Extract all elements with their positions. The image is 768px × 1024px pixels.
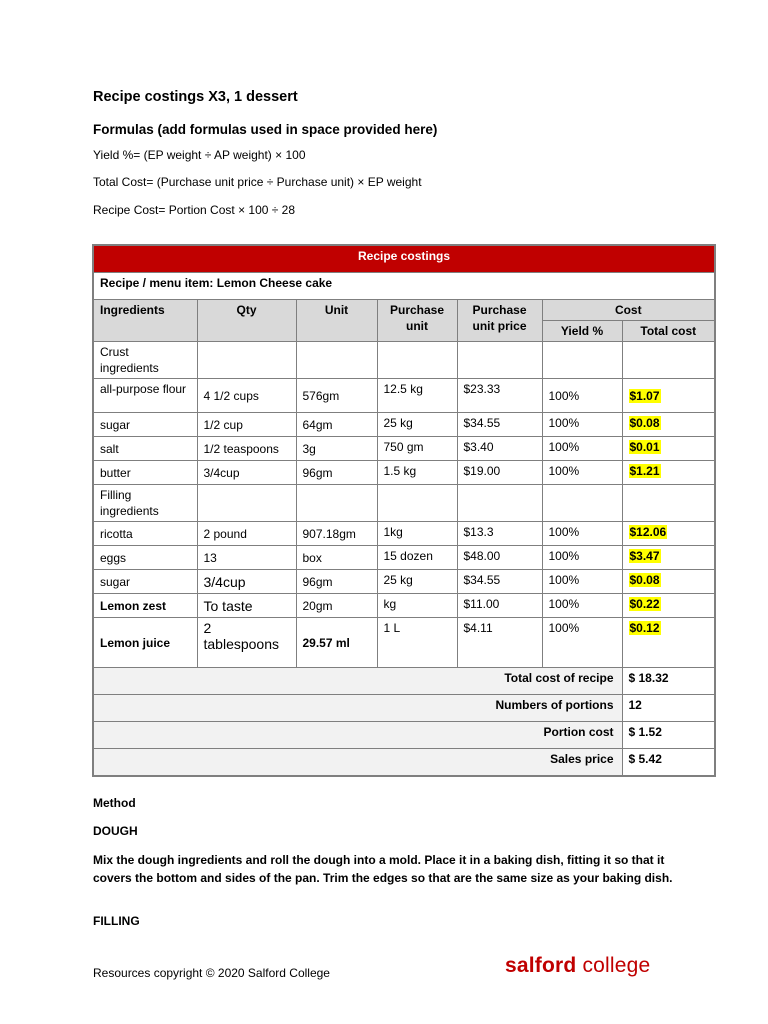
dough-instructions: Mix the dough ingredients and roll the dough into a mold. Place it in a baking dish, fitting it so that it covers the bottom and sides of the pan. Trim the edges so that are the same size as your baking dish. <box>93 853 673 885</box>
unit-cell: 29.57 ml <box>296 618 377 668</box>
unit-cell: box <box>296 546 377 570</box>
purchase-unit-cell: 12.5 kg <box>377 379 457 413</box>
table-row <box>93 546 715 570</box>
summary-value: $ 18.32 <box>622 668 715 695</box>
header-unit: Unit <box>296 300 377 342</box>
qty-cell: 3/4cup <box>197 461 296 485</box>
total-cell <box>622 379 715 413</box>
purchase-unit-cell <box>377 342 457 379</box>
total-cost-highlight: $1.07 <box>629 388 660 403</box>
table-row <box>93 570 715 594</box>
logo-regular-text: college <box>582 954 651 977</box>
summary-row-total-cost <box>93 668 715 695</box>
unit-cell <box>296 485 377 522</box>
unit-cell: 576gm <box>296 379 377 413</box>
yield-cell <box>542 342 622 379</box>
purchase-unit-cell: 750 gm <box>377 437 457 461</box>
summary-label: Sales price <box>93 749 622 777</box>
total-cost-highlight: $0.22 <box>629 597 660 611</box>
purchase-unit-cell <box>377 485 457 522</box>
total-cost-highlight: $3.47 <box>629 549 660 563</box>
qty-cell: 3/4cup <box>197 570 296 594</box>
salford-college-logo <box>505 954 650 978</box>
total-cell <box>622 546 715 570</box>
price-cell: $13.3 <box>457 522 542 546</box>
header-purchase-unit: Purchase unit <box>377 300 457 342</box>
recipe-name-row <box>93 273 715 300</box>
unit-cell: 20gm <box>296 594 377 618</box>
table-row <box>93 413 715 437</box>
recipe-name: Recipe / menu item: Lemon Cheese cake <box>93 273 715 300</box>
table-banner: Recipe costings <box>93 245 715 273</box>
ingredient-cell: Filling ingredients <box>93 485 197 522</box>
purchase-unit-cell: 1kg <box>377 522 457 546</box>
qty-cell: 13 <box>197 546 296 570</box>
purchase-unit-cell: 15 dozen <box>377 546 457 570</box>
price-cell: $34.55 <box>457 570 542 594</box>
unit-cell: 64gm <box>296 413 377 437</box>
ingredient-cell: butter <box>93 461 197 485</box>
price-cell: $3.40 <box>457 437 542 461</box>
yield-cell: 100% <box>542 379 622 413</box>
table-row <box>93 485 715 522</box>
unit-cell <box>296 342 377 379</box>
table-row <box>93 437 715 461</box>
table-row <box>93 594 715 618</box>
table-row <box>93 522 715 546</box>
table-row <box>93 461 715 485</box>
price-cell: $4.11 <box>457 618 542 668</box>
total-cost-highlight: $12.06 <box>629 525 667 539</box>
summary-label: Numbers of portions <box>93 695 622 722</box>
purchase-unit-cell: kg <box>377 594 457 618</box>
qty-cell: 2 pound <box>197 522 296 546</box>
page-title: Recipe costings X3, 1 dessert <box>93 89 298 105</box>
ingredient-cell: eggs <box>93 546 197 570</box>
total-cell <box>622 413 715 437</box>
total-cost-highlight: $1.21 <box>629 464 660 478</box>
qty-cell <box>197 342 296 379</box>
qty-cell: 2 tablespoons <box>197 618 296 668</box>
total-cell <box>622 485 715 522</box>
total-cost-highlight: $0.12 <box>629 621 660 635</box>
price-cell <box>457 485 542 522</box>
formula-total-cost: Total Cost= (Purchase unit price ÷ Purchase unit) × EP weight <box>93 175 422 189</box>
dough-heading: DOUGH <box>93 824 138 838</box>
price-cell: $11.00 <box>457 594 542 618</box>
ingredient-cell: Crust ingredients <box>93 342 197 379</box>
ingredient-cell: sugar <box>93 413 197 437</box>
yield-cell: 100% <box>542 437 622 461</box>
total-cost-highlight: $0.01 <box>629 440 660 454</box>
unit-cell: 96gm <box>296 570 377 594</box>
total-cost-highlight: $0.08 <box>629 416 660 430</box>
price-cell <box>457 342 542 379</box>
table-banner-row <box>93 245 715 273</box>
price-cell: $34.55 <box>457 413 542 437</box>
yield-cell: 100% <box>542 570 622 594</box>
total-cell <box>622 437 715 461</box>
total-cell <box>622 522 715 546</box>
ingredient-cell: Lemon zest <box>93 594 197 618</box>
summary-row-portion-cost <box>93 722 715 749</box>
unit-cell: 3g <box>296 437 377 461</box>
header-qty: Qty <box>197 300 296 342</box>
total-cell <box>622 618 715 668</box>
header-row-1 <box>93 300 715 321</box>
price-cell: $23.33 <box>457 379 542 413</box>
yield-cell: 100% <box>542 413 622 437</box>
qty-cell: 1/2 cup <box>197 413 296 437</box>
summary-value: $ 1.52 <box>622 722 715 749</box>
header-cost: Cost <box>542 300 715 321</box>
ingredient-cell: Lemon juice <box>93 618 197 668</box>
yield-cell <box>542 485 622 522</box>
ingredient-cell: all-purpose flour <box>93 379 197 413</box>
summary-label: Total cost of recipe <box>93 668 622 695</box>
summary-row-portions <box>93 695 715 722</box>
table-row <box>93 618 715 668</box>
copyright-footer: Resources copyright © 2020 Salford College <box>93 966 330 980</box>
table-row <box>93 342 715 379</box>
header-yield: Yield % <box>542 321 622 342</box>
purchase-unit-cell: 1 L <box>377 618 457 668</box>
ingredient-cell: sugar <box>93 570 197 594</box>
qty-cell: 4 1/2 cups <box>197 379 296 413</box>
yield-cell: 100% <box>542 546 622 570</box>
total-cell <box>622 342 715 379</box>
method-heading: Method <box>93 796 136 810</box>
purchase-unit-cell: 25 kg <box>377 570 457 594</box>
yield-cell: 100% <box>542 594 622 618</box>
header-total-cost: Total cost <box>622 321 715 342</box>
header-purchase-unit-price: Purchase unit price <box>457 300 542 342</box>
summary-value: $ 5.42 <box>622 749 715 777</box>
recipe-costing-table <box>92 244 716 777</box>
purchase-unit-cell: 25 kg <box>377 413 457 437</box>
header-ingredients: Ingredients <box>93 300 197 342</box>
total-cell <box>622 570 715 594</box>
total-cell <box>622 594 715 618</box>
formula-yield: Yield %= (EP weight ÷ AP weight) × 100 <box>93 148 306 162</box>
price-cell: $48.00 <box>457 546 542 570</box>
formulas-heading: Formulas (add formulas used in space provided here) <box>93 122 438 137</box>
logo-bold-text: salford <box>505 954 577 977</box>
total-cost-highlight: $0.08 <box>629 573 660 587</box>
yield-cell: 100% <box>542 461 622 485</box>
ingredient-cell: ricotta <box>93 522 197 546</box>
qty-cell <box>197 485 296 522</box>
formula-recipe-cost: Recipe Cost= Portion Cost × 100 ÷ 28 <box>93 203 296 217</box>
unit-cell: 96gm <box>296 461 377 485</box>
total-cell <box>622 461 715 485</box>
yield-cell: 100% <box>542 522 622 546</box>
yield-cell: 100% <box>542 618 622 668</box>
filling-heading: FILLING <box>93 914 140 928</box>
purchase-unit-cell: 1.5 kg <box>377 461 457 485</box>
price-cell: $19.00 <box>457 461 542 485</box>
ingredient-cell: salt <box>93 437 197 461</box>
qty-cell: 1/2 teaspoons <box>197 437 296 461</box>
summary-value: 12 <box>622 695 715 722</box>
unit-cell: 907.18gm <box>296 522 377 546</box>
summary-label: Portion cost <box>93 722 622 749</box>
summary-row-sales-price <box>93 749 715 777</box>
table-row <box>93 379 715 413</box>
qty-cell: To taste <box>197 594 296 618</box>
